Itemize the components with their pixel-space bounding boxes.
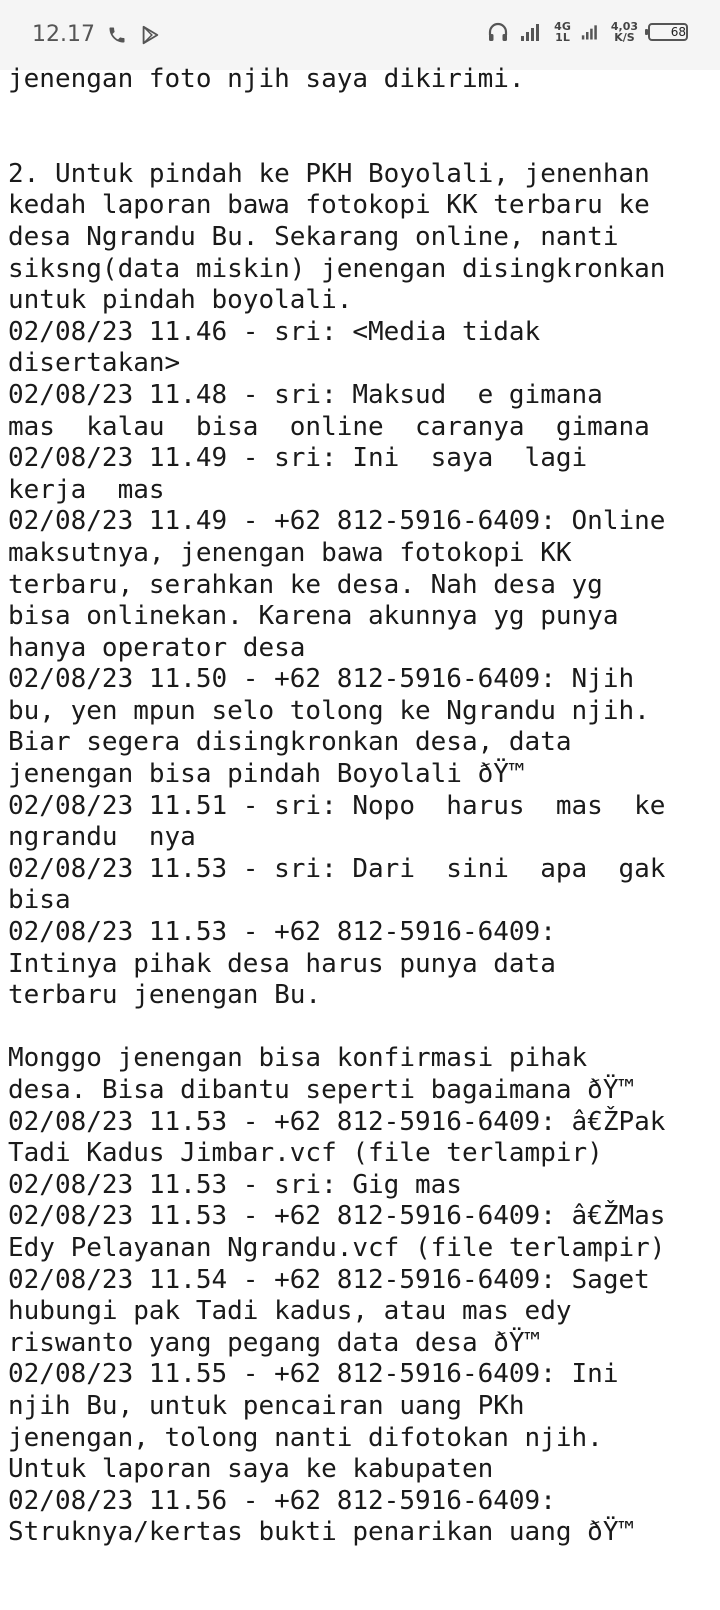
signal-strength-icon <box>520 22 544 42</box>
status-time: 12.17 <box>32 22 95 47</box>
chat-line: 02/08/23 11.49 - sri: Ini saya lagi <box>8 443 588 474</box>
chat-line: 02/08/23 11.53 - sri: Dari sini apa gak <box>8 853 666 884</box>
network-type <box>554 21 571 43</box>
chat-line: jenengan bisa pindah Boyolali ðŸ™ <box>8 759 525 790</box>
signal-strength-2-icon <box>581 22 601 42</box>
headphones-icon <box>486 20 510 44</box>
chat-line: Biar segera disingkronkan desa, data <box>8 727 572 758</box>
network-speed <box>611 21 638 43</box>
network-speed-value: 4,03 <box>610 20 638 33</box>
chat-line: siksng(data miskin) jenengan disingkronkan <box>8 253 666 284</box>
network-label: 4G <box>554 20 571 33</box>
chat-line: Struknya/kertas bukti penarikan uang ðŸ™ <box>8 1517 635 1548</box>
chat-line: 02/08/23 11.53 - sri: Gig mas <box>8 1169 462 1200</box>
chat-line: jenengan foto njih saya dikirimi. <box>8 64 525 94</box>
chat-line: 02/08/23 11.53 - +62 812-5916-6409: â€ŽPak <box>8 1106 666 1137</box>
chat-line: mas kalau bisa online caranya gimana <box>8 411 650 442</box>
play-store-icon <box>139 24 161 46</box>
chat-line: bisa onlinekan. Karena akunnya yg punya <box>8 601 619 632</box>
chat-line: hanya operator desa <box>8 632 306 663</box>
chat-line: jenengan, tolong nanti difotokan njih. <box>8 1422 603 1453</box>
chat-line: njih Bu, untuk pencairan uang PKh <box>8 1390 525 1421</box>
chat-line: kerja mas <box>8 474 165 505</box>
chat-line: hubungi pak Tadi kadus, atau mas edy <box>8 1296 572 1327</box>
chat-line: 02/08/23 11.46 - sri: <Media tidak <box>8 316 541 347</box>
chat-line: 2. Untuk pindah ke PKH Boyolali, jenenhan <box>8 158 650 189</box>
chat-line: 02/08/23 11.49 - +62 812-5916-6409: Online <box>8 506 666 537</box>
chat-line: Monggo jenengan bisa konfirmasi pihak <box>8 1043 588 1074</box>
chat-line: 02/08/23 11.55 - +62 812-5916-6409: Ini <box>8 1359 619 1390</box>
chat-line: 02/08/23 11.51 - sri: Nopo harus mas ke <box>8 790 666 821</box>
chat-line: 02/08/23 11.54 - +62 812-5916-6409: Saget <box>8 1264 650 1295</box>
battery-level: 68 <box>670 25 686 39</box>
phone-call-icon <box>107 25 127 45</box>
chat-line: ngrandu nya <box>8 822 196 853</box>
chat-line: desa. Bisa dibantu seperti bagaimana ðŸ™ <box>8 1075 635 1105</box>
chat-line: terbaru, serahkan ke desa. Nah desa yg <box>8 569 603 600</box>
status-left-group <box>32 22 161 47</box>
status-right-group <box>486 20 688 44</box>
chat-line: Untuk laporan saya ke kabupaten <box>8 1454 494 1485</box>
chat-line <box>8 96 708 128</box>
chat-line: 02/08/23 11.53 - +62 812-5916-6409: <box>8 917 556 948</box>
chat-line: terbaru jenengan Bu. <box>8 980 322 1011</box>
chat-line: untuk pindah boyolali. <box>8 285 353 316</box>
network-speed-unit: K/S <box>614 31 635 44</box>
chat-line: kedah laporan bawa fotokopi KK terbaru ke <box>8 190 650 221</box>
chat-line: Edy Pelayanan Ngrandu.vcf (file terlampir) <box>8 1232 666 1263</box>
chat-export-text <box>8 64 708 1549</box>
chat-line: desa Ngrandu Bu. Sekarang online, nanti <box>8 221 619 252</box>
chat-line: Intinya pihak desa harus punya data <box>8 948 556 979</box>
chat-line <box>8 1012 708 1044</box>
chat-line: bu, yen mpun selo tolong ke Ngrandu njih. <box>8 695 650 726</box>
chat-line: 02/08/23 11.48 - sri: Maksud e gimana <box>8 379 603 410</box>
battery-icon <box>648 23 688 41</box>
chat-line <box>8 127 708 159</box>
chat-line: 02/08/23 11.56 - +62 812-5916-6409: <box>8 1485 556 1516</box>
chat-line: disertakan> <box>8 348 181 379</box>
chat-line: bisa <box>8 885 71 916</box>
network-sub-label: 1L <box>555 31 570 44</box>
chat-line: 02/08/23 11.53 - +62 812-5916-6409: â€ŽMas <box>8 1201 666 1232</box>
status-bar <box>0 0 720 70</box>
chat-line: Tadi Kadus Jimbar.vcf (file terlampir) <box>8 1138 603 1169</box>
chat-line: maksutnya, jenengan bawa fotokopi KK <box>8 537 572 568</box>
chat-line: riswanto yang pegang data desa ðŸ™ <box>8 1327 541 1358</box>
chat-line: 02/08/23 11.50 - +62 812-5916-6409: Njih <box>8 664 635 695</box>
